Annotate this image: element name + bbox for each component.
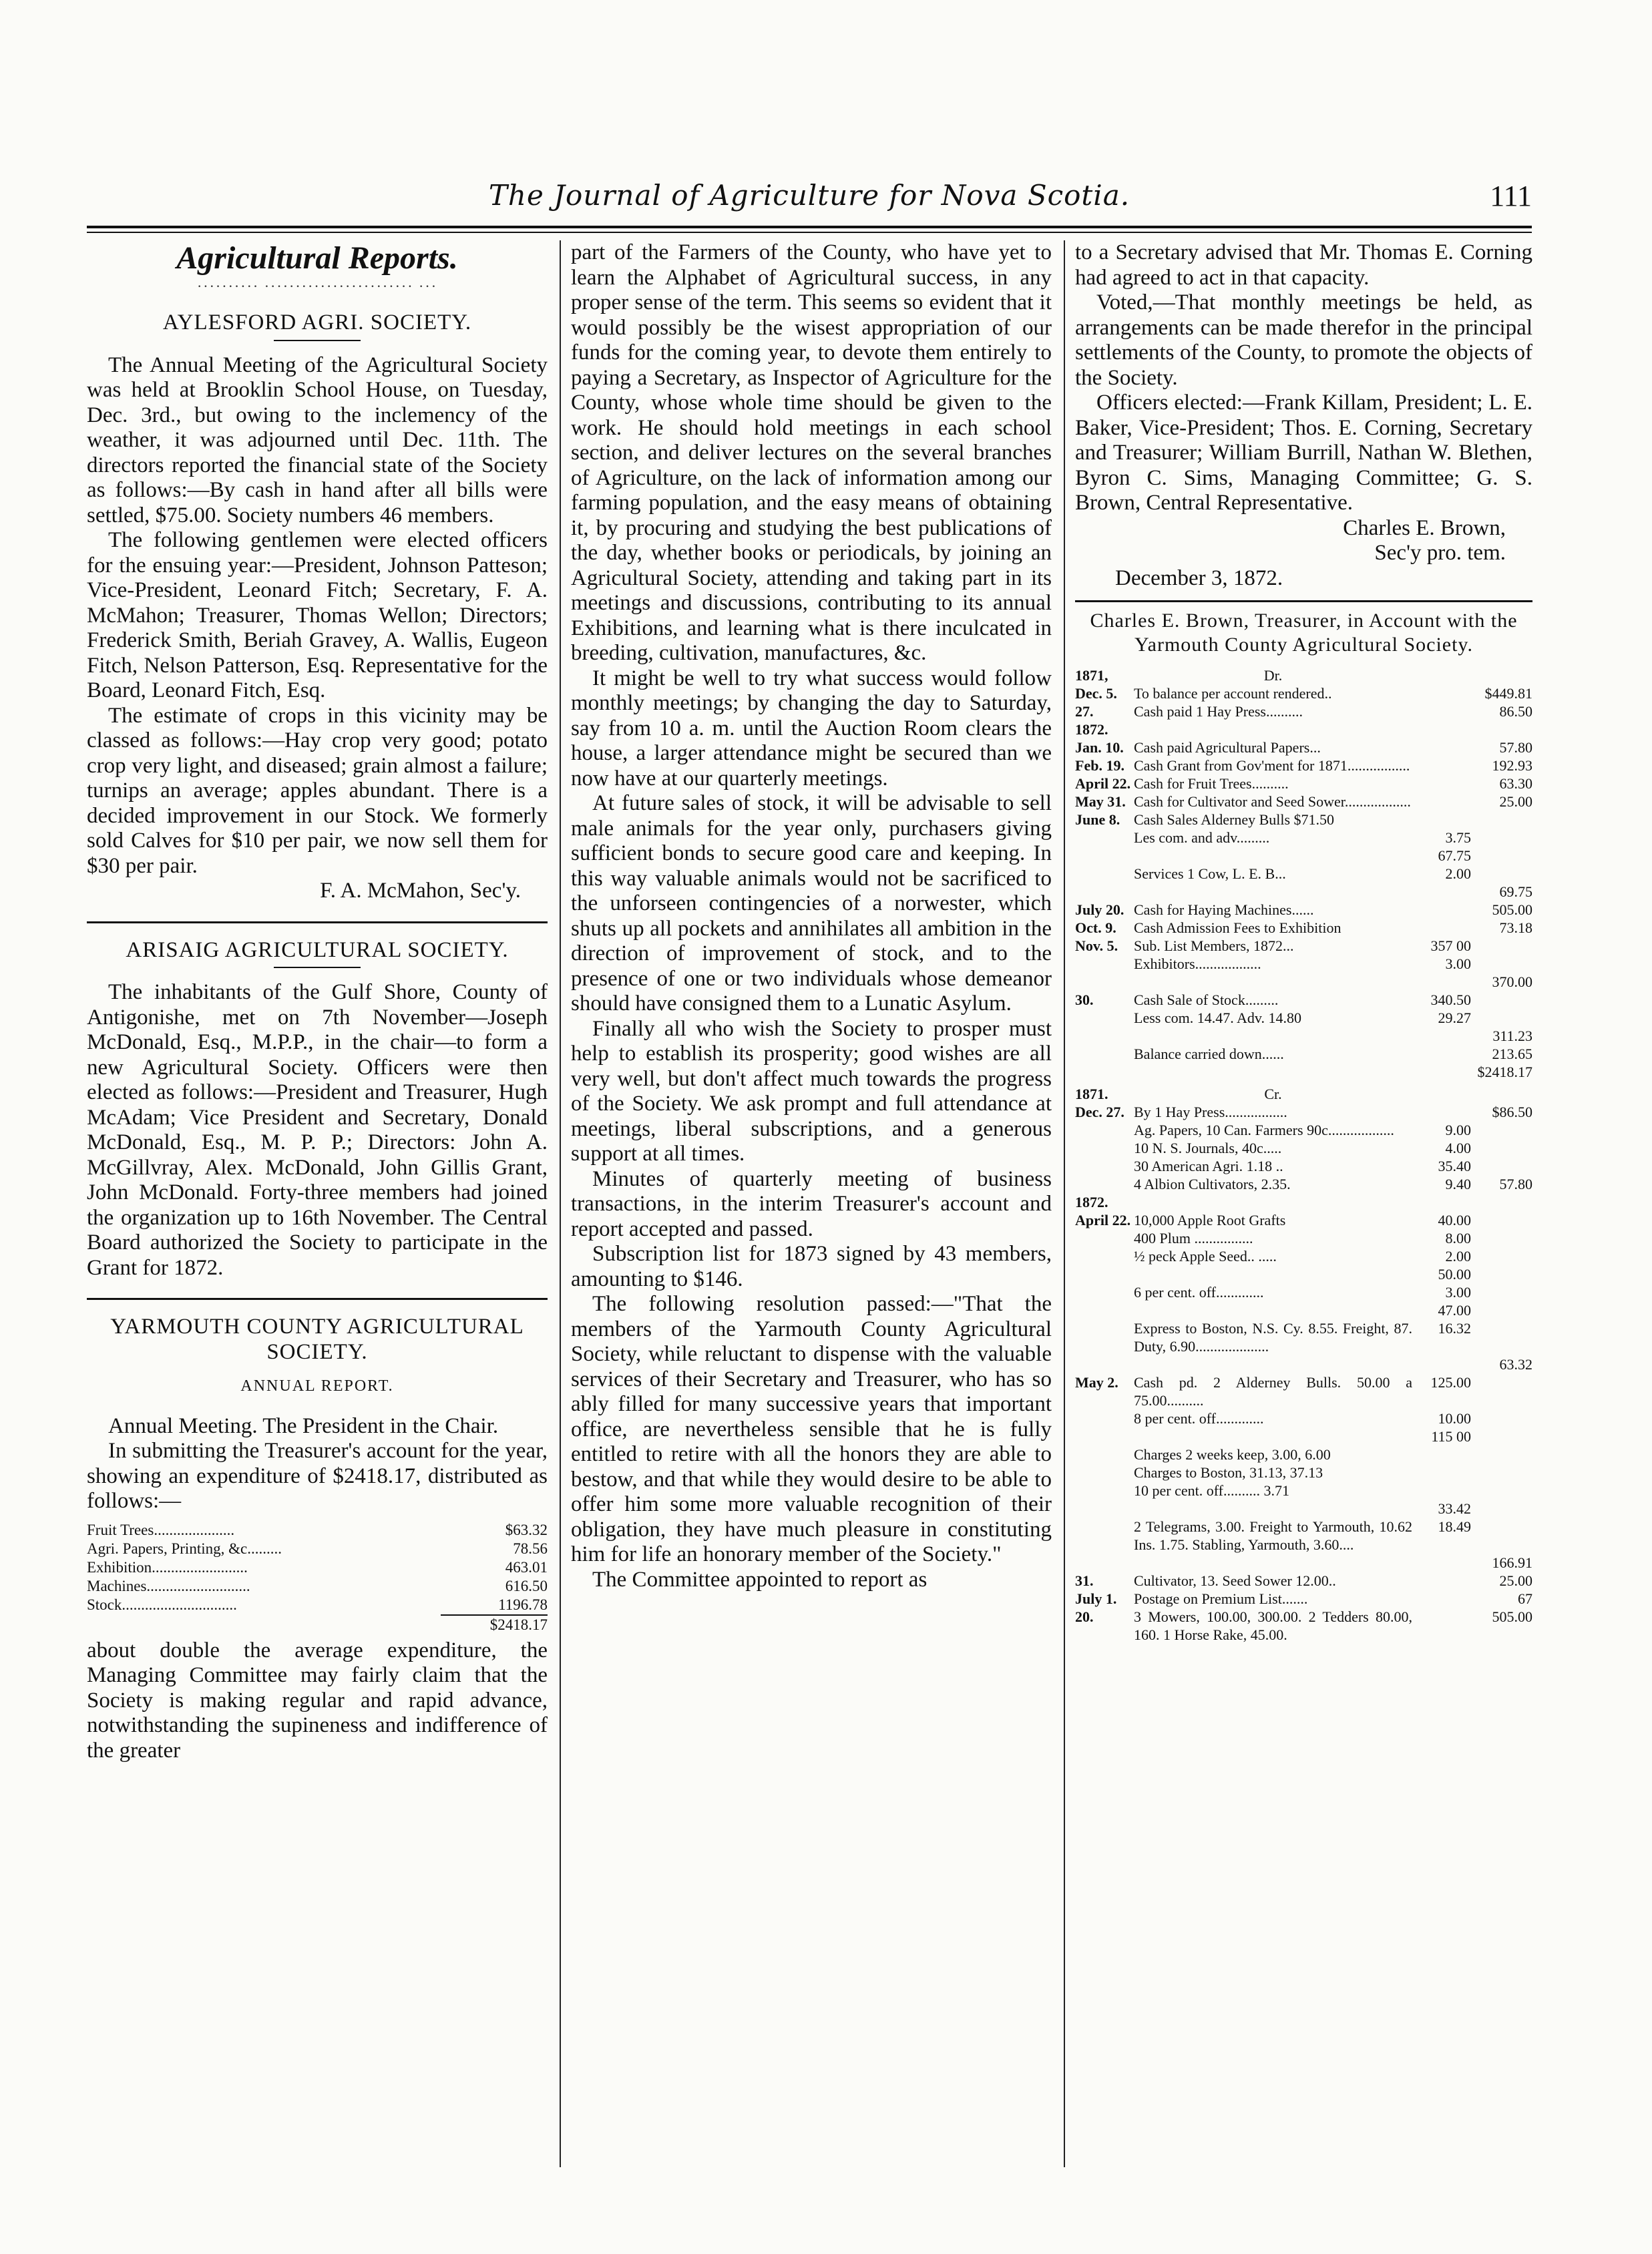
ledger-text: Cash Grant from Gov'ment for 1871.................	[1134, 757, 1410, 774]
expense-total-row: $2418.17	[87, 1614, 548, 1634]
ledger-a2: 63.30	[1499, 775, 1532, 792]
ledger-row	[1075, 1229, 1532, 1247]
ledger-a2: 192.93	[1492, 757, 1532, 774]
report-paragraph: Officers elected:—Frank Killam, President; L. E. Baker, Vice-President; Thos. E. Corning, Secretary and Treasurer; William Burrill, Nathan W. Blethen, Byron C. Sims, Managing Committee; G. S. Brown, Central Representative.	[1075, 391, 1532, 515]
ledger-date: 27.	[1075, 703, 1094, 720]
yarmouth-paragraph: In submitting the Treasurer's account for the year, showing an expenditure of $2418.17, distributed as follows:—	[87, 1439, 548, 1513]
ledger-row	[1075, 774, 1532, 793]
ledger-text: Cash for Fruit Trees..........	[1134, 775, 1289, 792]
expense-row: Machines........................... 616.50	[87, 1577, 548, 1594]
ledger-row	[1075, 1409, 1532, 1427]
aylesford-paragraph: The estimate of crops in this vicinity may be classed as follows:—Hay crop very good; potato crop very light, and diseased; grain almost a failure; turnips an average; apples abundant. There is a decided improvement in our Stock. We formerly sold Calves for $10 per pair, we now sell them for $30 per pair.	[87, 703, 548, 878]
ledger-a2: 73.18	[1499, 919, 1532, 936]
ledger-row	[1075, 1554, 1532, 1572]
ledger-text: Cash for Cultivator and Seed Sower..................	[1134, 793, 1411, 810]
ledger-text: 10 N. S. Journals, 40c.....	[1134, 1140, 1282, 1156]
divider	[87, 921, 548, 923]
ledger-a1: 50.00	[1438, 1266, 1471, 1283]
ledger-heading: 1871. Cr.	[1075, 1086, 1282, 1102]
ledger-date: April 22.	[1075, 1212, 1131, 1228]
yarmouth-paragraph: Annual Meeting. The President in the Chair.	[108, 1413, 499, 1438]
page-number: 111	[1490, 180, 1532, 212]
ledger-text: Cash Sale of Stock.........	[1134, 991, 1279, 1008]
ledger-text: To balance per account rendered..	[1134, 685, 1332, 702]
ledger-a1: 35.40	[1438, 1158, 1471, 1174]
page-header	[87, 179, 1532, 219]
ledger-a1: 18.49	[1438, 1518, 1471, 1535]
ledger-text: Postage on Premium List.......	[1134, 1590, 1308, 1607]
column-divider	[560, 240, 561, 2167]
aylesford-heading: AYLESFORD AGRI. SOCIETY.	[162, 310, 472, 334]
secretary-signature: Charles E. Brown,	[1343, 515, 1506, 540]
ledger-date: Jan. 10.	[1075, 739, 1124, 756]
aylesford-signature: F. A. McMahon, Sec'y.	[320, 879, 521, 903]
ledger-row	[1075, 1211, 1532, 1229]
ledger-row	[1075, 865, 1532, 883]
ledger-a1: 47.00	[1438, 1302, 1471, 1319]
ledger-row	[1075, 1045, 1532, 1063]
aylesford-paragraph: The Annual Meeting of the Agricultural Society was held at Brooklin School House, on Tuesday, Dec. 3rd., but owing to the inclemency of the weather, it was adjourned until Dec. 11th. The directors reported the financial state of the Society as follows:—By cash in hand after all bills were settled, $75.00. Society numbers 46 members.	[87, 353, 548, 527]
ledger-a1: 2.00	[1445, 1248, 1471, 1265]
ledger-text: By 1 Hay Press.................	[1134, 1104, 1287, 1120]
ledger-date: 1872.	[1075, 1194, 1108, 1210]
column-divider	[1064, 240, 1065, 2167]
yarmouth-paragraph: about double the average expenditure, the Managing Committee may fairly claim that the Society is making regular and rapid advance, notwithstanding the supineness and indifference of the greater	[87, 1638, 548, 1763]
divider	[274, 967, 361, 968]
ledger-row	[1075, 1518, 1532, 1554]
ledger-date: April 22.	[1075, 775, 1131, 792]
ledger-date: 1872.	[1075, 721, 1108, 738]
ledger-text: Services 1 Cow, L. E. B...	[1134, 865, 1286, 882]
column-3	[1075, 240, 1532, 2167]
ledger-a1: 29.27	[1438, 1009, 1471, 1026]
ledger-row	[1075, 1572, 1532, 1590]
report-paragraph: The Committee appointed to report as	[592, 1567, 927, 1592]
ledger-row	[1075, 1445, 1532, 1463]
yarmouth-heading: YARMOUTH COUNTY AGRICULTURAL SOCIETY.	[110, 1315, 524, 1364]
ledger-a2: 69.75	[1499, 883, 1532, 900]
ledger-a1: 125.00	[1430, 1374, 1471, 1391]
ledger-row	[1075, 684, 1532, 702]
ledger-date: Oct. 9.	[1075, 919, 1116, 936]
ledger-row	[1075, 738, 1532, 756]
ledger-date: Dec. 27.	[1075, 1104, 1124, 1120]
ledger-date: May 31.	[1075, 793, 1126, 810]
ledger-row	[1075, 720, 1532, 738]
ledger-row	[1075, 1009, 1532, 1027]
ledger-row	[1075, 1121, 1532, 1139]
ledger-text: 10 per cent. off.......... 3.71	[1134, 1482, 1289, 1499]
ledger-row	[1075, 1063, 1532, 1081]
ledger-row	[1075, 991, 1532, 1009]
ledger-a1: 3.00	[1445, 955, 1471, 972]
ledger-a2: 25.00	[1499, 1572, 1532, 1589]
ledger-row	[1075, 1193, 1532, 1211]
ledger-text: Express to Boston, N.S. Cy. 8.55. Freight, 87. Duty, 6.90....................	[1134, 1320, 1412, 1355]
arisaig-heading: ARISAIG AGRICULTURAL SOCIETY.	[126, 937, 509, 962]
divider	[274, 340, 361, 341]
ledger-text: Ag. Papers, 10 Can. Farmers 90c..................	[1134, 1122, 1394, 1138]
aylesford-paragraph: The following gentlemen were elected officers for the ensuing year:—President, Johnson Patteson; Vice-President, Leonard Fitch; Secretary, F. A. McMahon; Treasurer, Thomas Wellon; Directors; Frederick Smith, Beriah Gravey, A. Wallis, Eugeon Fitch, Nelson Patterson, Esq. Representative for the Board, Leonard Fitch, Esq.	[87, 528, 548, 702]
expense-row: Stock.............................. 1196.78	[87, 1596, 548, 1613]
expense-row: Fruit Trees..................... $63.32	[87, 1521, 548, 1538]
report-paragraph: It might be well to try what success would follow monthly meetings; by changing the day to Saturday, say from 10 a. m. until the Auction Room clears the house, a larger attendance might be secured than we now have at our quarterly meetings.	[571, 666, 1052, 791]
ledger-a1: 340.50	[1430, 991, 1471, 1008]
secretary-title: Sec'y pro. tem.	[1374, 541, 1506, 565]
ledger-row	[1075, 1482, 1532, 1500]
header-rule	[87, 226, 1532, 233]
expense-row: Agri. Papers, Printing, &c......... 78.56	[87, 1540, 548, 1557]
expense-row: Exhibition......................... 463.01	[87, 1558, 548, 1576]
ledger-date: 31.	[1075, 1572, 1094, 1589]
ledger-text: 4 Albion Cultivators, 2.35.	[1134, 1176, 1291, 1192]
ledger-text: Cash pd. 2 Alderney Bulls. 50.00 a 75.00..........	[1134, 1374, 1412, 1409]
ledger-a1: 16.32	[1438, 1320, 1471, 1337]
ledger-a1: 357 00	[1430, 937, 1471, 954]
ledger-a2: $86.50	[1492, 1104, 1532, 1120]
column-1	[87, 240, 548, 2167]
ledger-text: 400 Plum ................	[1134, 1230, 1253, 1247]
ledger-text: Balance carried down......	[1134, 1046, 1284, 1062]
ledger-row	[1075, 1427, 1532, 1445]
ledger-row	[1075, 756, 1532, 774]
ledger-row	[1075, 847, 1532, 865]
ledger-text: Cash for Haying Machines......	[1134, 901, 1314, 918]
ledger-row	[1075, 1608, 1532, 1644]
ledger-date: July 1.	[1075, 1590, 1117, 1607]
ledger-row	[1075, 829, 1532, 847]
ledger-a2: 213.65	[1492, 1046, 1532, 1062]
ledger-row	[1075, 1590, 1532, 1608]
ledger-row	[1075, 1463, 1532, 1482]
ledger-a2: 505.00	[1492, 901, 1532, 918]
ledger-a1: 67.75	[1438, 847, 1471, 864]
ledger-a1: 40.00	[1438, 1212, 1471, 1228]
ledger-text: 30 American Agri. 1.18 ..	[1134, 1158, 1283, 1174]
ledger-a1: 3.00	[1445, 1284, 1471, 1301]
ledger-row	[1075, 1319, 1532, 1355]
ledger-a2: 25.00	[1499, 793, 1532, 810]
ledger-row	[1075, 901, 1532, 919]
report-paragraph: Finally all who wish the Society to prosper must help to establish its prosperity; good wishes are all very well, but don't affect much towards the progress of the Society. We ask prompt and full attendance at meetings, liberal subscriptions, and a generous support at all times.	[571, 1016, 1052, 1166]
ledger-text: Cash paid Agricultural Papers...	[1134, 739, 1321, 756]
ledger-a2: $2418.17	[1477, 1064, 1532, 1080]
arisaig-paragraph: The inhabitants of the Gulf Shore, County of Antigonishe, met on 7th November—Joseph McDonald, Esq., M.P.P., in the chair—to form a new Agricultural Society. Officers were then elected as follows:—President and Treasurer, Hugh McAdam; Vice President and Secretary, Donald McDonald, Esq., M. P. P.; Directors: John A. McGillvray, Alex. McDonald, John Gillis Grant, John McDonald. Forty-three members had joined the organization up to 16th November. The Central Board authorized the Society to participate in the Grant for 1872.	[87, 980, 548, 1280]
ledger-a1: 4.00	[1445, 1140, 1471, 1156]
report-paragraph: Voted,—That monthly meetings be held, as arrangements can be made therefor in the principal settlements of the County, to promote the objects of the Society.	[1075, 290, 1532, 390]
ledger-date: Feb. 19.	[1075, 757, 1124, 774]
ledger-a2: 86.50	[1499, 703, 1532, 720]
report-paragraph: Minutes of quarterly meeting of business transactions, in the interim Treasurer's account and report accepted and passed.	[571, 1166, 1052, 1241]
ledger-row	[1075, 1247, 1532, 1265]
ledger-date: June 8.	[1075, 811, 1120, 828]
report-paragraph: Subscription list for 1873 signed by 43 members, amounting to $146.	[571, 1242, 1052, 1291]
ledger-a1: 2.00	[1445, 865, 1471, 882]
ledger-text: 8 per cent. off.............	[1134, 1410, 1264, 1427]
ledger-a2: 57.80	[1499, 1176, 1532, 1192]
ledger-text: Sub. List Members, 1872...	[1134, 937, 1294, 954]
ledger-text: 2 Telegrams, 3.00. Freight to Yarmouth, 10.62 Ins. 1.75. Stabling, Yarmouth, 3.60....	[1134, 1518, 1412, 1553]
ledger-a1: 115 00	[1431, 1428, 1471, 1445]
ledger-a2: 57.80	[1499, 739, 1532, 756]
ledger-row	[1075, 793, 1532, 811]
ledger-row	[1075, 883, 1532, 901]
ledger-a2: 67	[1518, 1590, 1532, 1607]
section-title: Agricultural Reports.	[176, 240, 458, 276]
ledger-a1: 9.40	[1445, 1176, 1471, 1192]
ledger-row	[1075, 1175, 1532, 1193]
ledger-text: 3 Mowers, 100.00, 300.00. 2 Tedders 80.00, 160. 1 Horse Rake, 45.00.	[1134, 1608, 1412, 1643]
report-paragraph: to a Secretary advised that Mr. Thomas E. Corning had agreed to act in that capacity.	[1075, 240, 1532, 290]
ledger-row	[1075, 1500, 1532, 1518]
ledger-a1: 33.42	[1438, 1500, 1471, 1517]
ledger-text: ½ peck Apple Seed.. .....	[1134, 1248, 1277, 1265]
ledger-date: 20.	[1075, 1608, 1094, 1625]
ledger-a2: 505.00	[1492, 1608, 1532, 1625]
ledger-a2: 166.91	[1492, 1554, 1532, 1571]
report-paragraph: part of the Farmers of the County, who have yet to learn the Alphabet of Agricultural success, in any proper sense of the term. This seems so evident that it would possibly be the wisest appropriation of our funds for the coming year, to devote them entirely to paying a Secretary, as Inspector of Agriculture for the County, whose whole time should be given to the work. He should hold meetings in each school section, and deliver lectures on the several branches of Agriculture, on the lack of information among our farming population, and the easy means of obtaining it, by procuring and studying the best publications of the day, whether books or periodicals, by joining an Agricultural Society, attending and taking part in its meetings and discussions, contributing to its annual Exhibitions, and learning what is there inculcated in breeding, cultivation, manufactures, &c.	[571, 240, 1052, 665]
ledger-a1: 9.00	[1445, 1122, 1471, 1138]
ledger-text: Charges to Boston, 31.13, 37.13	[1134, 1464, 1323, 1481]
ledger-row	[1075, 702, 1532, 720]
divider	[1075, 600, 1532, 602]
ledger-text: Charges 2 weeks keep, 3.00, 6.00	[1134, 1446, 1331, 1463]
ledger-row	[1075, 1139, 1532, 1157]
ledger-date: 30.	[1075, 991, 1094, 1008]
ledger-row	[1075, 955, 1532, 973]
ornamental-dots: ·········· ························ ···	[196, 277, 438, 294]
ledger-row	[1075, 811, 1532, 829]
ledger-row	[1075, 1301, 1532, 1319]
ledger-text: Cultivator, 13. Seed Sower 12.00..	[1134, 1572, 1336, 1589]
report-paragraph: At future sales of stock, it will be advisable to sell male animals for the year only, purchasers giving sufficient bonds to secure good care and keeping. In this way valuable animals would not be sacrificed to the unforseen contingencies of a norwester, which shuts up all pockets and annihilates all ambition in the direction of improvement of stock, and to the presence of one or two individuals whose demeanor should have consigned them to a Lunatic Asylum.	[571, 791, 1052, 1016]
report-paragraph: The following resolution passed:—"That the members of the Yarmouth County Agricultural Society, while reluctant to dispense with the valuable services of their Secretary and Treasurer, who has so ably filled for many successive years that important office, are nevertheless sensible that he is fully entitled to retire with all the honors they are able to bestow, and that while they would desire to be able to offer him some more valuable recognition of their obligation, they have much pleasure in constituting him for life an honorary member of the Society."	[571, 1292, 1052, 1566]
ledger-date: May 2.	[1075, 1374, 1118, 1391]
ledger-text: Cash Admission Fees to Exhibition	[1134, 919, 1341, 936]
ledger-text: Les com. and adv.........	[1134, 829, 1270, 846]
ledger-row	[1075, 1265, 1532, 1283]
ledger-text: Less com. 14.47. Adv. 14.80	[1134, 1009, 1301, 1026]
ledger-row	[1075, 919, 1532, 937]
ledger-a2: $449.81	[1484, 685, 1532, 702]
ledger-row	[1075, 973, 1532, 991]
annual-report-subheading: ANNUAL REPORT.	[240, 1377, 394, 1395]
ledger-text: Cash Sales Alderney Bulls $71.50	[1134, 811, 1335, 828]
ledger-a1: 10.00	[1438, 1410, 1471, 1427]
report-date: December 3, 1872.	[1115, 566, 1283, 590]
ledger-a2: 311.23	[1492, 1028, 1532, 1044]
ledger-a1: 8.00	[1445, 1230, 1471, 1247]
ledger-row	[1075, 1027, 1532, 1045]
ledger-a2: 370.00	[1492, 973, 1532, 990]
column-2	[571, 240, 1052, 2167]
ledger-a2: 63.32	[1499, 1356, 1532, 1373]
ledger-row	[1075, 1283, 1532, 1301]
ledger-text: Exhibitors..................	[1134, 955, 1261, 972]
ledger-date: Nov. 5.	[1075, 937, 1118, 954]
ledger-text: Cash paid 1 Hay Press..........	[1134, 703, 1303, 720]
ledger-row	[1075, 1157, 1532, 1175]
ledger-a1: 3.75	[1445, 829, 1471, 846]
ledger-row	[1075, 1103, 1532, 1121]
divider	[87, 1298, 548, 1300]
debit-ledger	[1075, 666, 1532, 1644]
ledger-row	[1075, 937, 1532, 955]
ledger-date: Dec. 5.	[1075, 685, 1117, 702]
ledger-date: July 20.	[1075, 901, 1124, 918]
ledger-text: 6 per cent. off.............	[1134, 1284, 1264, 1301]
ledger-row	[1075, 1355, 1532, 1373]
expense-list	[87, 1521, 548, 1634]
ledger-row	[1075, 1373, 1532, 1409]
journal-title: The Journal of Agriculture for Nova Scotia.	[488, 179, 1130, 212]
ledger-text: 10,000 Apple Root Grafts	[1134, 1212, 1286, 1228]
ledger-heading: 1871, Dr.	[1075, 667, 1283, 684]
account-title: Charles E. Brown, Treasurer, in Account with the Yarmouth County Agricultural Society.	[1090, 610, 1518, 656]
